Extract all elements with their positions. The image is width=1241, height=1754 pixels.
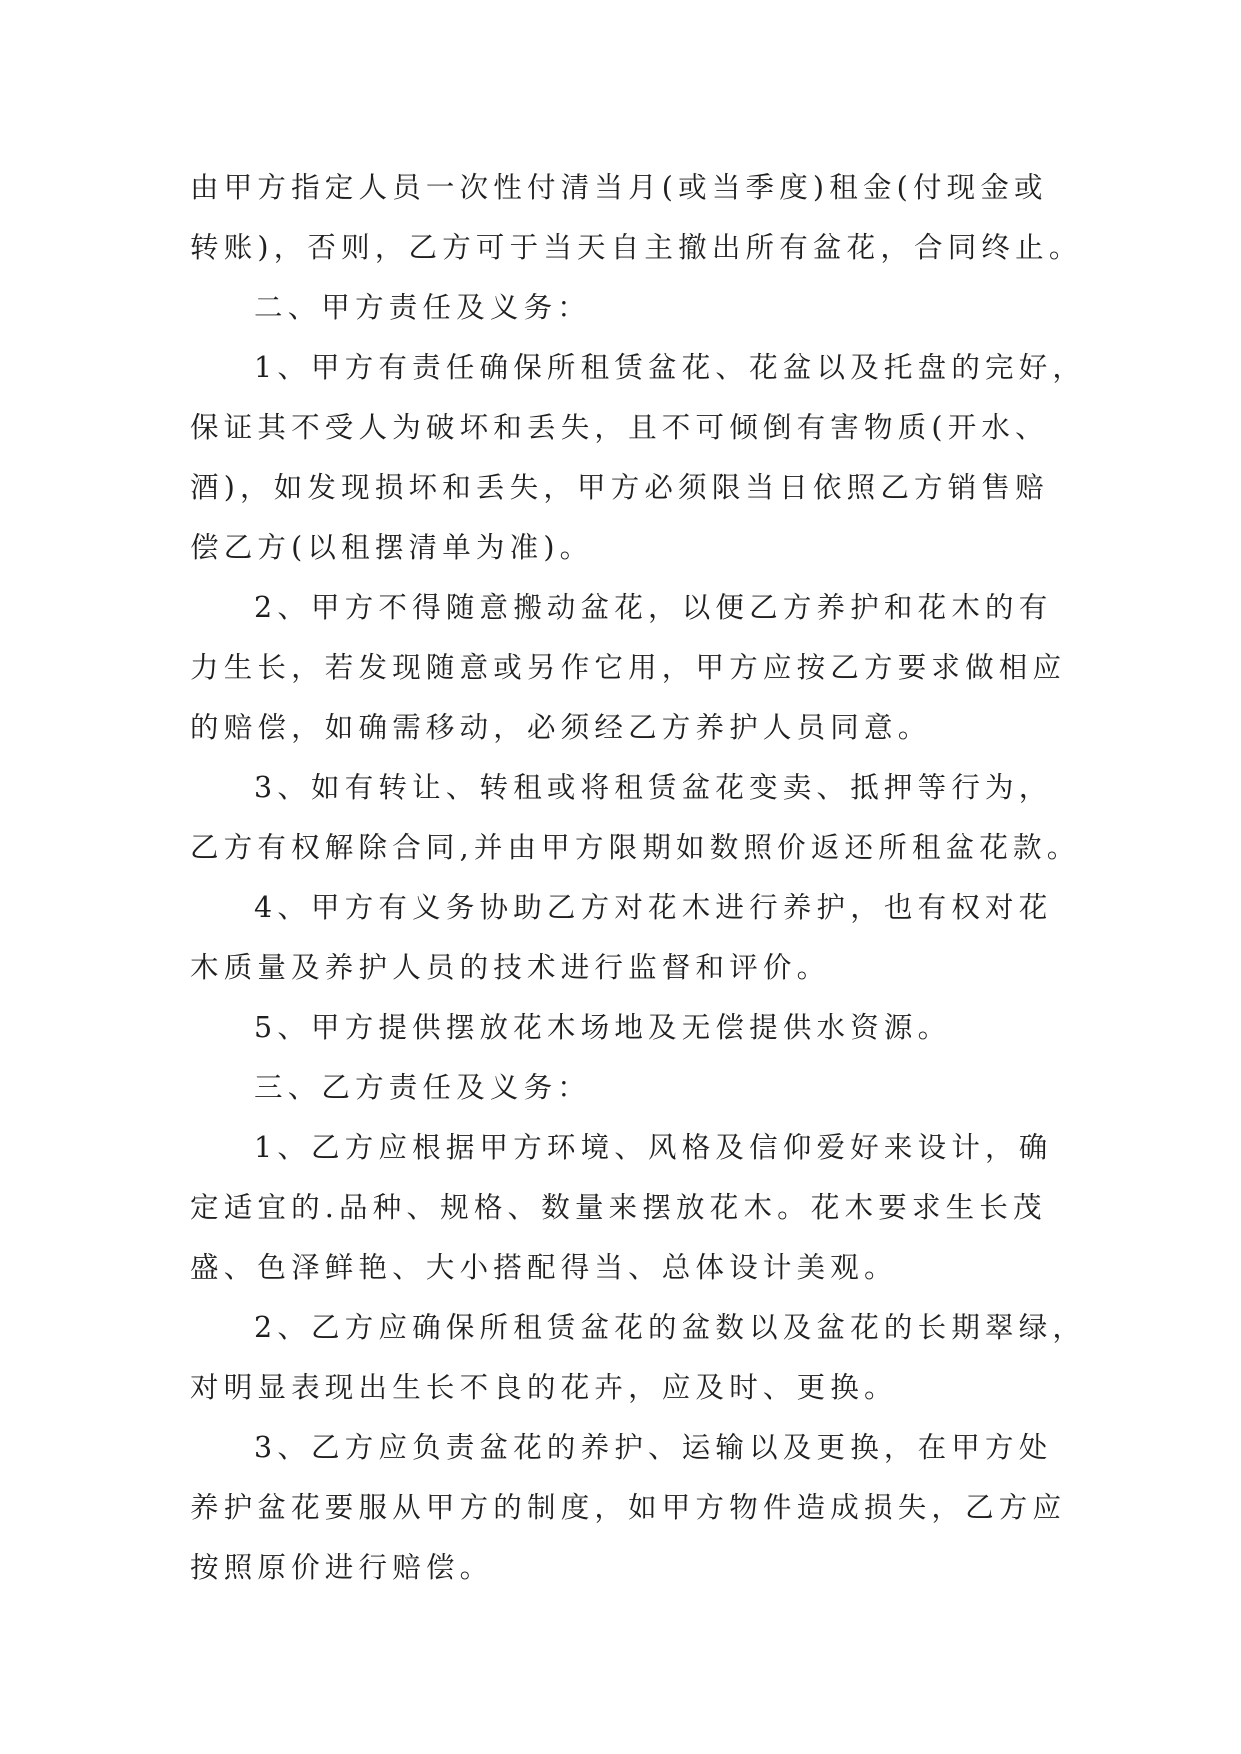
text-line: 酒)，如发现损坏和丢失，甲方必须限当日依照乙方销售赔 bbox=[190, 471, 1049, 504]
text-line: 按照原价进行赔偿。 bbox=[190, 1551, 494, 1584]
text-line: 1、乙方应根据甲方环境、风格及信仰爱好来设计，确 bbox=[254, 1131, 1053, 1164]
section-heading: 二、甲方责任及义务： bbox=[254, 291, 592, 324]
text-line: 偿乙方(以租摆清单为准)。 bbox=[190, 531, 594, 564]
text-line: 2、乙方应确保所租赁盆花的盆数以及盆花的长期翠绿， bbox=[254, 1311, 1087, 1344]
text-line: 养护盆花要服从甲方的制度，如甲方物件造成损失，乙方应 bbox=[190, 1491, 1067, 1524]
text-line: 乙方有权解除合同,并由甲方限期如数照价返还所租盆花款。 bbox=[190, 831, 1081, 864]
text-line: 转账)，否则，乙方可于当天自主撤出所有盆花，合同终止。 bbox=[190, 231, 1083, 264]
text-line: 盛、色泽鲜艳、大小搭配得当、总体设计美观。 bbox=[190, 1251, 898, 1284]
text-line: 力生长，若发现随意或另作它用，甲方应按乙方要求做相应 bbox=[190, 651, 1067, 684]
text-line: 的赔偿，如确需移动，必须经乙方养护人员同意。 bbox=[190, 711, 932, 744]
text-line: 1、甲方有责任确保所租赁盆花、花盆以及托盘的完好， bbox=[254, 351, 1087, 384]
text-line: 木质量及养护人员的技术进行监督和评价。 bbox=[190, 951, 831, 984]
text-line: 2、甲方不得随意搬动盆花，以便乙方养护和花木的有 bbox=[254, 591, 1053, 624]
text-line: 5、甲方提供摆放花木场地及无偿提供水资源。 bbox=[254, 1011, 952, 1044]
text-line: 4、甲方有义务协助乙方对花木进行养护，也有权对花 bbox=[254, 891, 1053, 924]
text-line: 对明显表现出生长不良的花卉，应及时、更换。 bbox=[190, 1371, 898, 1404]
text-line: 定适宜的.品种、规格、数量来摆放花木。花木要求生长茂 bbox=[190, 1191, 1047, 1224]
text-line: 3、乙方应负责盆花的养护、运输以及更换，在甲方处 bbox=[254, 1431, 1053, 1464]
text-line: 3、如有转让、转租或将租赁盆花变卖、抵押等行为， bbox=[254, 771, 1053, 804]
text-line: 由甲方指定人员一次性付清当月(或当季度)租金(付现金或 bbox=[190, 171, 1048, 204]
section-heading: 三、乙方责任及义务： bbox=[254, 1071, 592, 1104]
text-line: 保证其不受人为破坏和丢失，且不可倾倒有害物质(开水、 bbox=[190, 411, 1049, 444]
document-body bbox=[190, 158, 1087, 1598]
